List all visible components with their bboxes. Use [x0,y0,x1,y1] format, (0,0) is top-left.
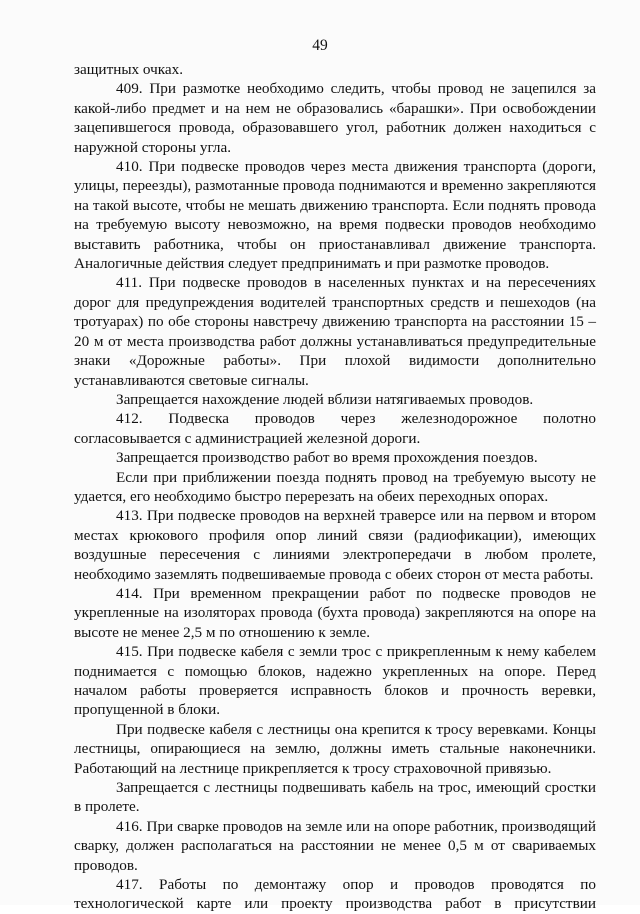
paragraph: Если при приближении поезда поднять провод на требуемую высоту не удается, его необходимо быстро перерезать на обеих переходных опорах. [74,468,596,505]
paragraph: При подвеске кабеля с лестницы она крепится к тросу веревками. Концы лестницы, опирающиеся на землю, должны иметь стальные наконечники. Работающий на лестнице прикрепляется к тросу страховочной привязью. [74,720,596,777]
page-number: 49 [312,37,328,54]
body-text [74,60,596,914]
paragraph: Запрещается с лестницы подвешивать кабель на трос, имеющий сростки в пролете. [74,779,596,816]
paragraph: 411. При подвеске проводов в населенных пунктах и на пересечениях дорог для предупреждения водителей транспортных средств и пешеходов (на тротуарах) по обе стороны навстречу движению транспорта на расстоянии 15 – 20 м от места производства работ должны устанавливаться предупредительные знаки «Дорожные работы». При плохой видимости дополнительно устанавливаются световые сигналы. [74,274,596,389]
paragraph: 410. При подвеске проводов через места движения транспорта (дороги, улицы, переезды), размотанные провода поднимаются и временно закрепляются на такой высоте, чтобы не мешать движению транспорта. Если поднять провода на требуемую высоту невозможно, на время подвески проводов необходимо выставить работника, чтобы он приостанавливал движение транспорта. Аналогичные действия следует предпринимать и при размотке проводов. [74,158,596,273]
paragraph: 412. Подвеска проводов через железнодорожное полотно согласовывается с администрацией железной дороги. [74,410,596,447]
paragraph: защитных очках. [74,61,184,78]
paragraph: Запрещается нахождение людей вблизи натягиваемых проводов. [116,390,534,408]
paragraph: 416. При сварке проводов на земле или на опоре работник, производящий сварку, должен располагаться на расстоянии не менее 0,5 м от свариваемых проводов. [74,817,596,874]
paragraph: Запрещается производство работ во время прохождения поездов. [116,449,538,467]
paragraph: 413. При подвеске проводов на верхней траверсе или на первом и втором местах крюкового профиля опор линий связи (радиофикации), имеющих воздушные пересечения с линиями электропередачи в любом пролете, необходимо заземлять подвешиваемые провода с обеих сторон от места работы. [74,507,596,583]
paragraph: 414. При временном прекращении работ по подвеске проводов не укрепленные на изоляторах провода (бухта провода) закрепляются на опоре на высоте не менее 2,5 м по отношению к земле. [74,584,596,641]
paragraph: 417. Работы по демонтажу опор и проводов проводятся по технологической карте или проекту производства работ в присутствии [74,876,596,913]
paragraph: 415. При подвеске кабеля с земли трос с прикрепленным к нему кабелем поднимается с помощью блоков, надежно укрепленных на опоре. Перед началом работы проверяется исправность блоков и прочность веревки, пропущенной в блоки. [74,643,596,719]
paragraph: 409. При размотке необходимо следить, чтобы провод не зацепился за какой-либо предмет и на нем не образовались «барашки». При освобождении зацепившегося провода, образовавшего угол, работник должен находиться с наружной стороны угла. [74,80,596,156]
